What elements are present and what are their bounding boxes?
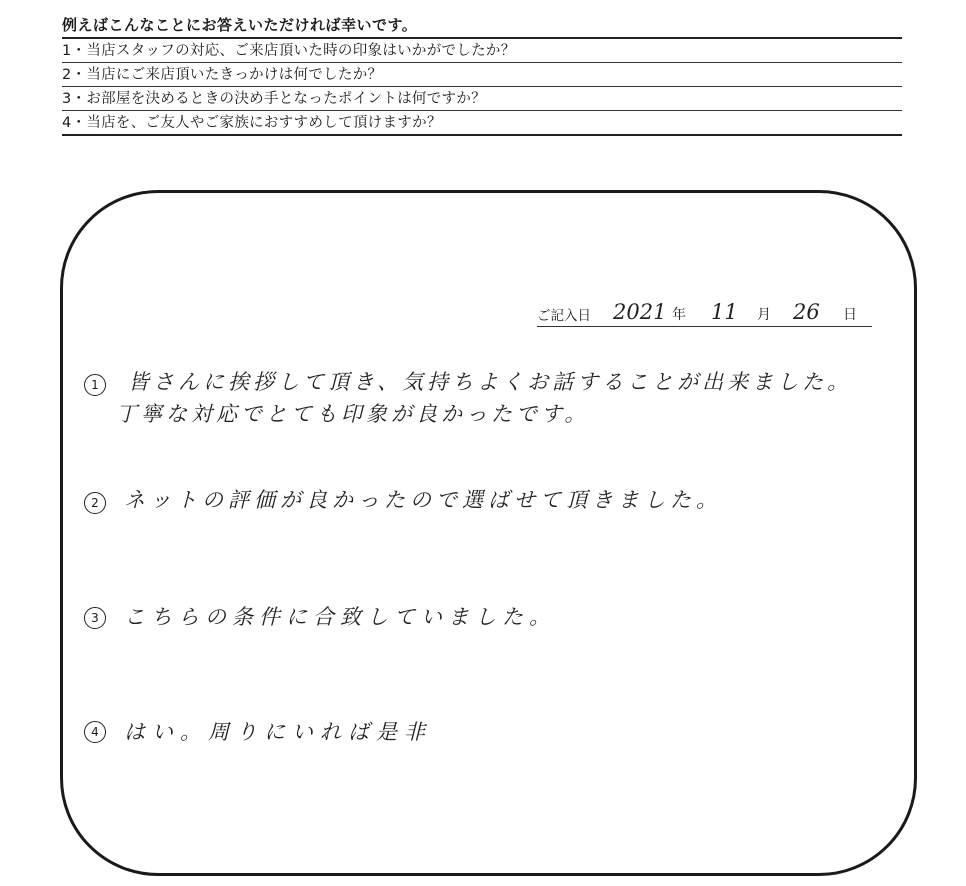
date-year-unit: 年 xyxy=(672,307,686,323)
header-title: 例えばこんなことにお答えいただければ幸いです。 xyxy=(62,14,902,39)
answer-4-line-1: はい。周りにいれば是非 xyxy=(124,720,432,744)
date-month-unit: 月 xyxy=(757,307,771,323)
date-year: 2021 xyxy=(613,300,667,324)
date-entry-row xyxy=(537,298,872,327)
question-3: 3・お部屋を決めるときの決め手となったポイントは何ですか？ xyxy=(62,87,902,111)
question-2: 2・当店にご来店頂いたきっかけは何でしたか？ xyxy=(62,63,902,87)
question-4: 4・当店を、ご友人やご家族におすすめして頂けますか？ xyxy=(62,111,902,136)
date-month: 11 xyxy=(711,300,738,324)
date-label: ご記入日 xyxy=(537,308,591,324)
answer-number-badge: 4 xyxy=(84,721,106,743)
date-day-unit: 日 xyxy=(843,307,857,323)
answer-card xyxy=(60,190,917,876)
answer-1-line-2: 丁寧な対応でとても印象が良かったです。 xyxy=(116,402,590,426)
answer-2-line-1: ネットの評価が良かったので選ばせて頂きました。 xyxy=(124,488,722,512)
answer-number-badge: 3 xyxy=(84,607,106,629)
answer-number-badge: 1 xyxy=(84,374,106,396)
questionnaire-header xyxy=(62,14,902,136)
answer-1-line-1: 皆さんに挨拶して頂き、気持ちよくお話することが出来ました。 xyxy=(128,370,853,394)
question-1: 1・当店スタッフの対応、ご来店頂いた時の印象はいかがでしたか？ xyxy=(62,39,902,63)
answer-number-badge: 2 xyxy=(84,492,106,514)
date-day: 26 xyxy=(793,300,820,324)
answer-3-line-1: こちらの条件に合致していました。 xyxy=(124,605,556,629)
